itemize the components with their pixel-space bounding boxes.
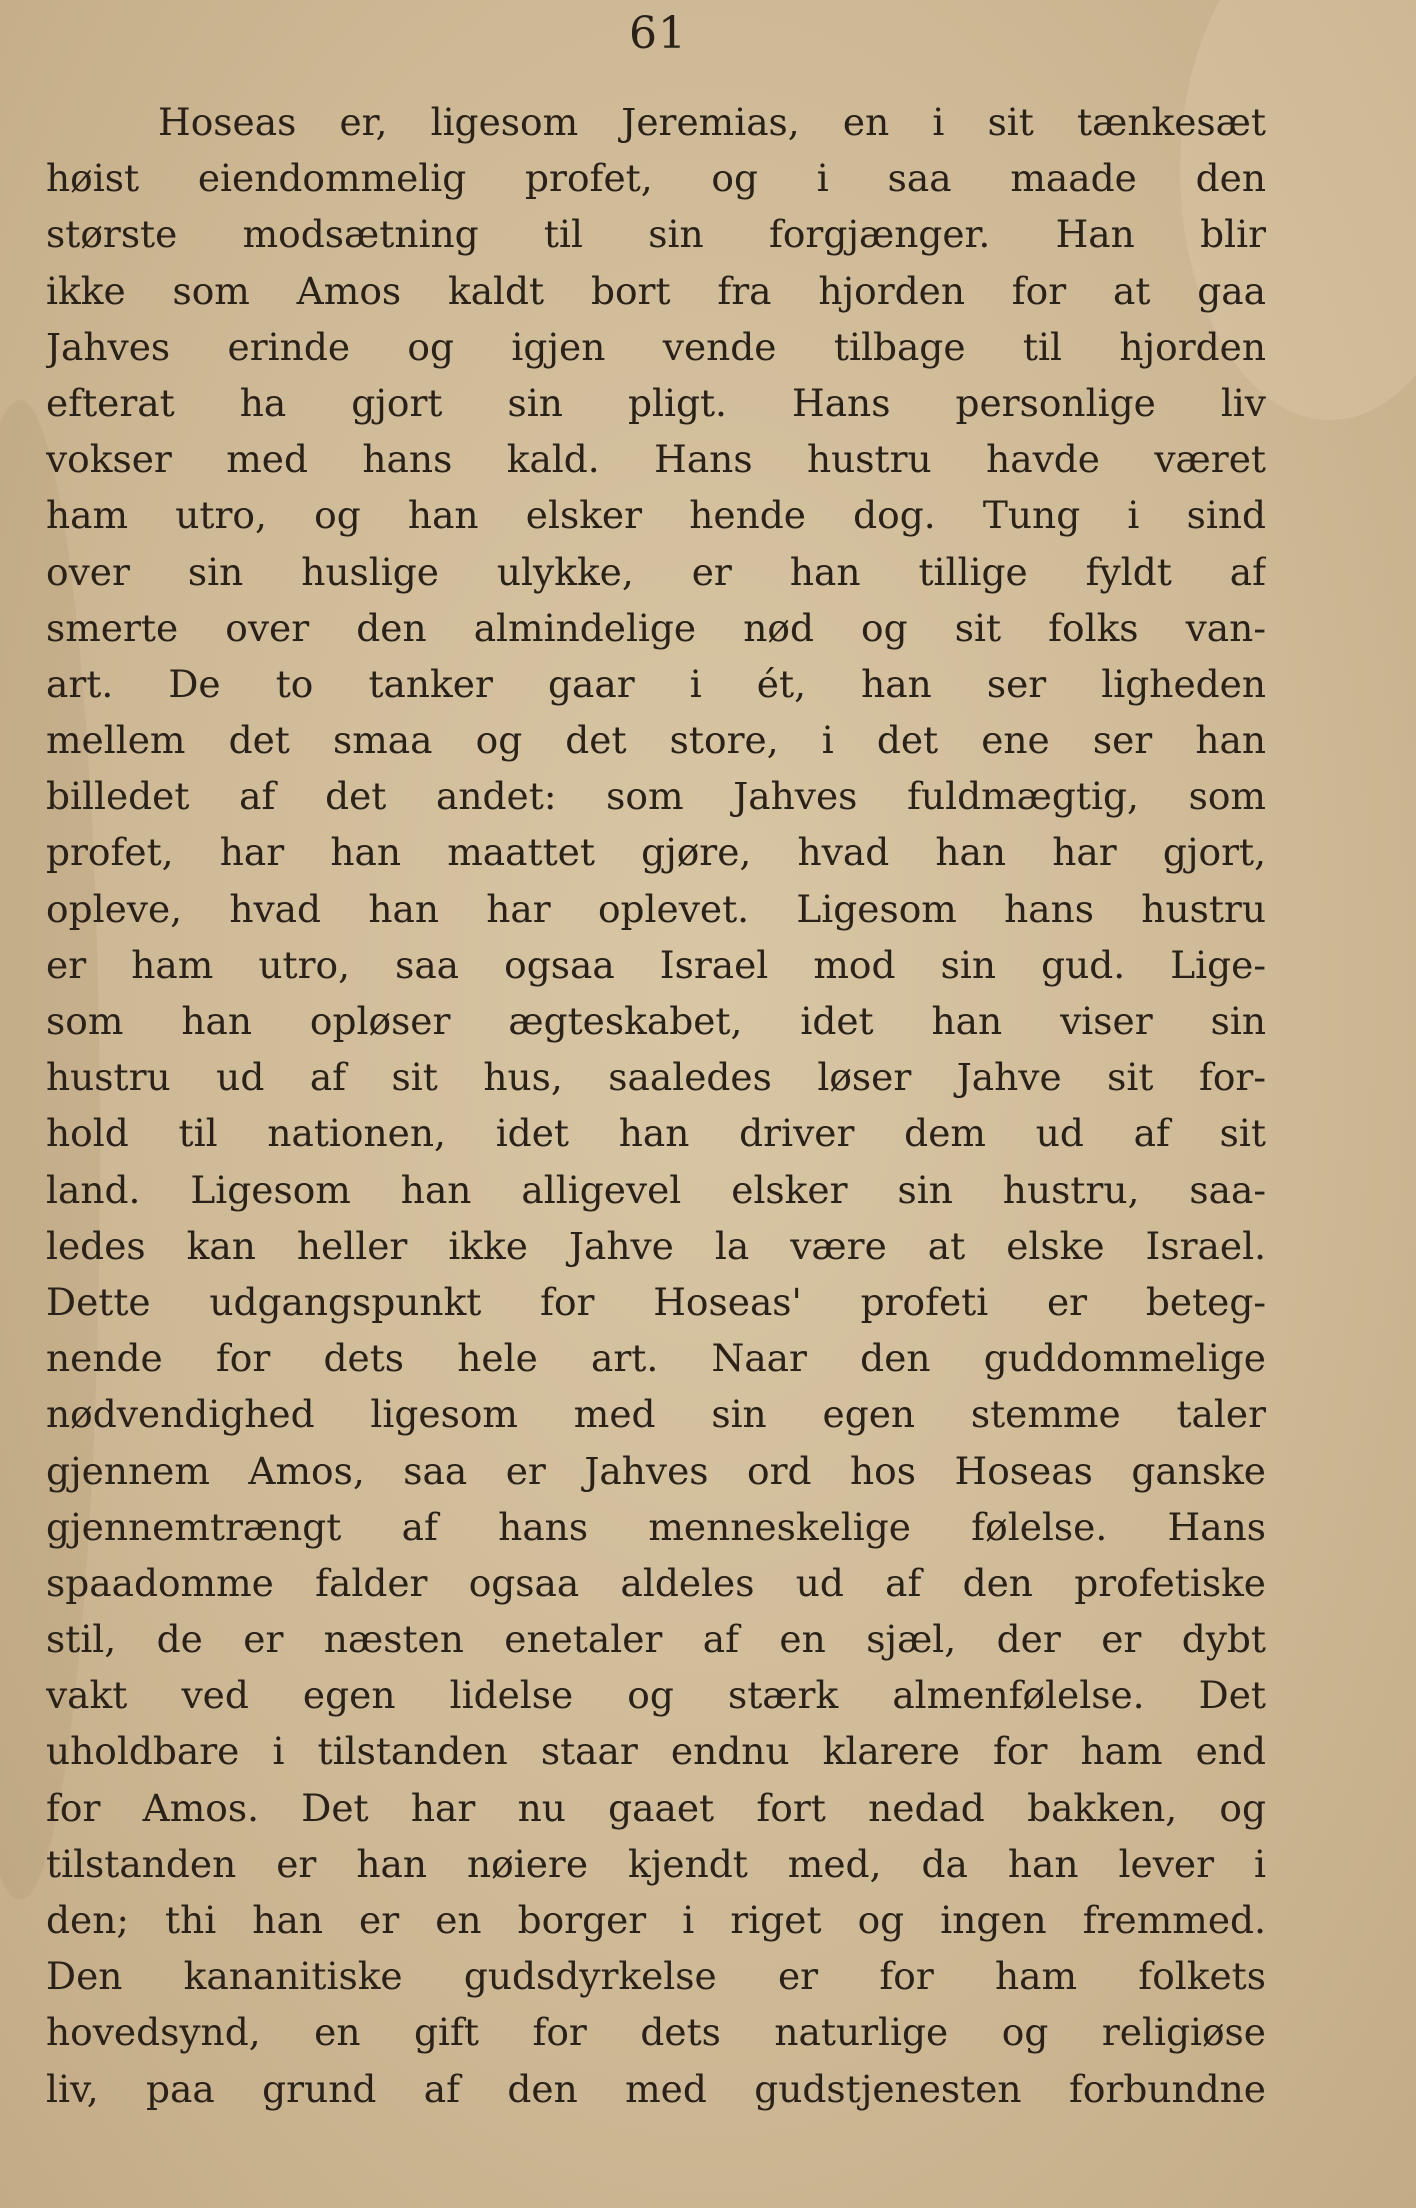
text-line: ikke som Amos kaldt bort fra hjorden for at gaa [46,268,1266,313]
text-line: nende for dets hele art. Naar den guddommelige [46,1336,1266,1381]
text-line: art. De to tanker gaar i ét, han ser ligheden [46,661,1266,706]
text-line: hustru ud af sit hus, saaledes løser Jahve sit for- [46,1055,1266,1100]
text-line: største modsætning til sin forgjænger. Han blir [46,212,1266,257]
text-line: Jahves erinde og igjen vende tilbage til hjorden [46,324,1266,369]
text-line: for Amos. Det har nu gaaet fort nedad bakken, og [46,1785,1266,1830]
text-line: opleve, hvad han har oplevet. Ligesom hans hustru [46,886,1266,931]
text-line: spaadomme falder ogsaa aldeles ud af den profetiske [46,1560,1266,1605]
text-line: billedet af det andet: som Jahves fuldmægtig, som [46,774,1266,819]
text-line: er ham utro, saa ogsaa Israel mod sin gud. Lige- [46,942,1266,987]
text-line: Dette udgangspunkt for Hoseas' profeti er beteg- [46,1279,1266,1324]
text-line: ledes kan heller ikke Jahve la være at elske Israel. [46,1223,1266,1268]
text-line: gjennem Amos, saa er Jahves ord hos Hoseas ganske [46,1448,1266,1493]
text-line: efterat ha gjort sin pligt. Hans personlige liv [46,380,1266,425]
text-line: den; thi han er en borger i riget og ingen fremmed. [46,1898,1266,1942]
text-line: høist eiendommelig profet, og i saa maade den [46,156,1266,201]
text-line: uholdbare i tilstanden staar endnu klarere for ham end [46,1729,1266,1774]
text-line: gjennemtrængt af hans menneskelige følelse. Hans [46,1504,1266,1549]
text-line: Hoseas er, ligesom Jeremias, en i sit tænkesæt [158,100,1266,144]
text-line: tilstanden er han nøiere kjendt med, da han lever i [46,1841,1266,1886]
text-line: stil, de er næsten enetaler af en sjæl, der er dybt [46,1617,1266,1662]
text-line: Den kananitiske gudsdyrkelse er for ham folkets [46,1954,1266,1999]
page-number: 61 [629,8,687,59]
text-line: som han opløser ægteskabet, idet han viser sin [46,999,1266,1043]
text-line: mellem det smaa og det store, i det ene ser han [46,718,1266,763]
text-line: profet, har han maattet gjøre, hvad han har gjort, [46,830,1266,875]
text-line: nødvendighed ligesom med sin egen stemme taler [46,1392,1266,1437]
text-line: vakt ved egen lidelse og stærk almenfølelse. Det [46,1673,1266,1718]
text-line: over sin huslige ulykke, er han tillige fyldt af [46,549,1266,594]
text-line: hovedsynd, en gift for dets naturlige og religiøse [46,2010,1266,2055]
text-line: liv, paa grund af den med gudstjenesten forbundne [46,2066,1266,2111]
text-line: vokser med hans kald. Hans hustru havde været [46,437,1266,482]
text-line: smerte over den almindelige nød og sit folks van- [46,605,1266,650]
body-text [46,94,1266,2117]
text-line: hold til nationen, idet han driver dem ud af sit [46,1111,1266,1156]
text-line: ham utro, og han elsker hende dog. Tung i sind [46,493,1266,538]
text-line: land. Ligesom han alligevel elsker sin hustru, saa- [46,1167,1266,1212]
